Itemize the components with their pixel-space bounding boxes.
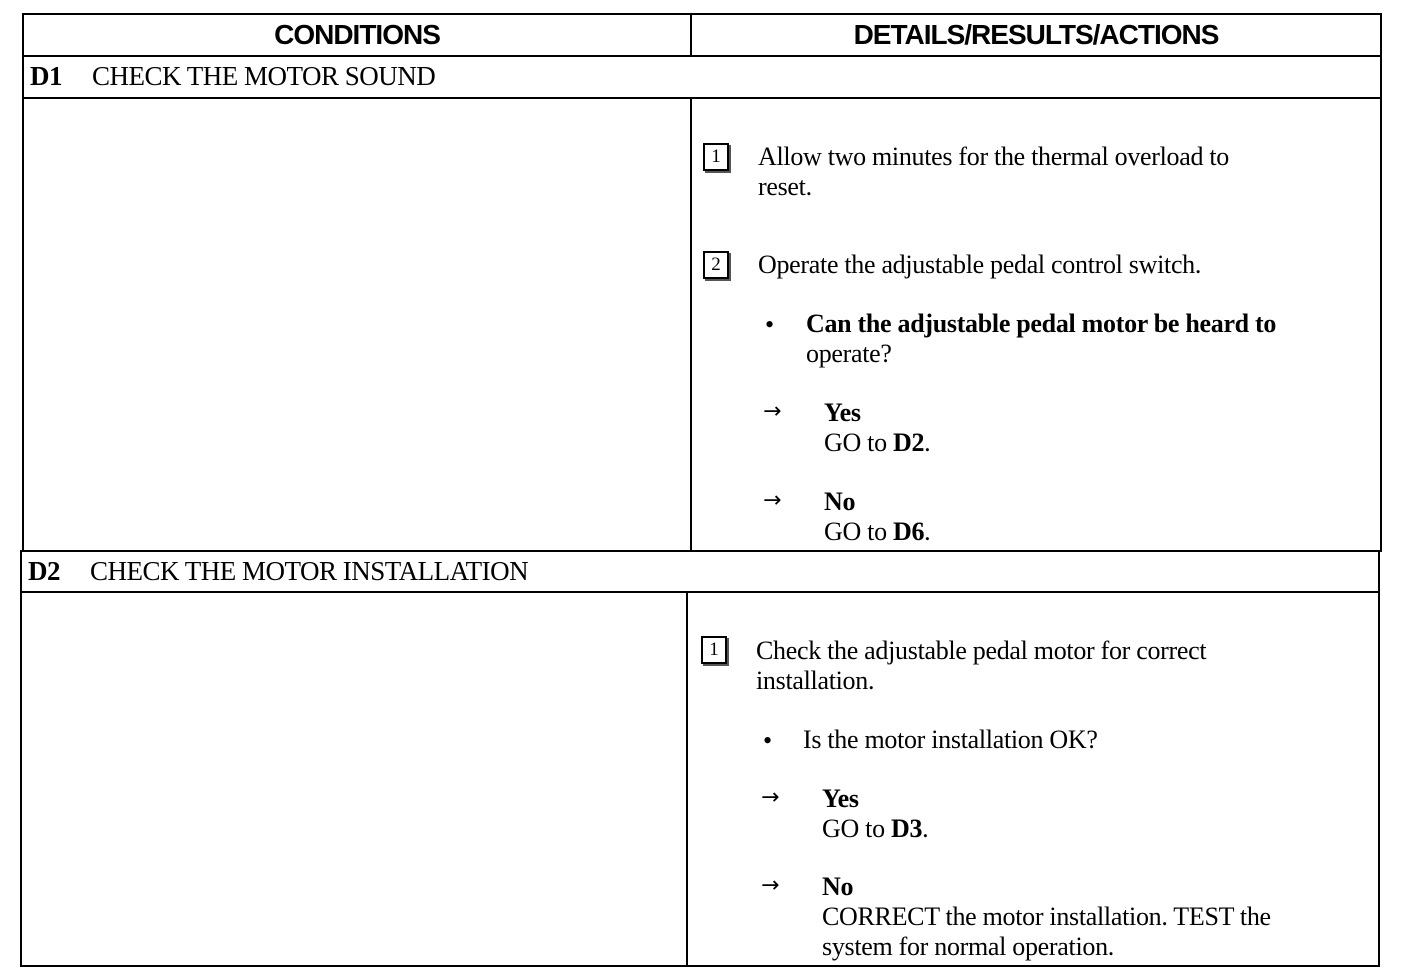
d1-title-text: CHECK THE MOTOR SOUND (92, 61, 436, 91)
table-header-row (22, 13, 1382, 57)
d2-yes-arrow-icon: → (761, 785, 780, 810)
d2-id: D2 (28, 556, 60, 586)
d1-divider (690, 97, 692, 552)
d2-step1-line2: installation. (756, 666, 875, 695)
d2-no-label: No (822, 872, 854, 901)
d1-yes-target: D2 (892, 428, 925, 457)
d1-no-label: No (824, 487, 856, 516)
d2-divider (686, 591, 688, 967)
d1-no-go: GO to (824, 517, 893, 546)
d2-bullet: • (763, 726, 773, 755)
d2-title (28, 556, 528, 587)
d2-step1-text (756, 636, 1206, 696)
d1-question-line2: operate? (806, 339, 892, 368)
d2-no-line1: CORRECT the motor installation. TEST the (822, 902, 1271, 931)
d2-question: Is the motor installation OK? (803, 725, 1098, 754)
d2-yes-label: Yes (822, 784, 859, 813)
d2-step1-number: 1 (701, 636, 727, 664)
d1-no-arrow-icon: → (763, 488, 782, 513)
d1-step1-line1: Allow two minutes for the thermal overload to (758, 142, 1230, 171)
d1-yes-result: Yes GO to D2. (824, 398, 931, 457)
d1-yes-label: Yes (824, 398, 861, 427)
d2-yes-result: Yes GO to D3. (822, 784, 929, 843)
d2-yes-target: D3 (890, 814, 923, 843)
d1-no-result: No GO to D6. (824, 487, 931, 546)
d1-title-row (22, 55, 1382, 99)
d2-title-text: CHECK THE MOTOR INSTALLATION (90, 556, 529, 586)
d1-step2-number: 2 (703, 251, 729, 279)
d2-no-arrow-icon: → (761, 873, 780, 898)
d1-question (806, 309, 1276, 369)
d2-yes-go: GO to (822, 814, 891, 843)
d2-no-result (822, 872, 1271, 962)
d1-step2-text: Operate the adjustable pedal control switch. (758, 250, 1202, 279)
d2-step1-line1: Check the adjustable pedal motor for correct (756, 636, 1207, 665)
d2-no-line2: system for normal operation. (822, 932, 1114, 961)
d1-id: D1 (30, 61, 62, 91)
d1-title (30, 61, 435, 92)
d2-title-row (20, 550, 1380, 593)
d1-bullet: • (765, 310, 775, 339)
d1-step1-text (758, 142, 1229, 202)
details-header: DETAILS/RESULTS/ACTIONS (853, 19, 1219, 50)
d1-yes-go: GO to (824, 428, 893, 457)
d1-no-target: D6 (892, 517, 925, 546)
d1-step1-number: 1 (703, 143, 729, 171)
d1-step1-line2: reset. (758, 172, 812, 201)
conditions-header: CONDITIONS (274, 19, 440, 50)
d1-yes-arrow-icon: → (763, 399, 782, 424)
d1-question-line1: Can the adjustable pedal motor be heard to (806, 309, 1277, 338)
